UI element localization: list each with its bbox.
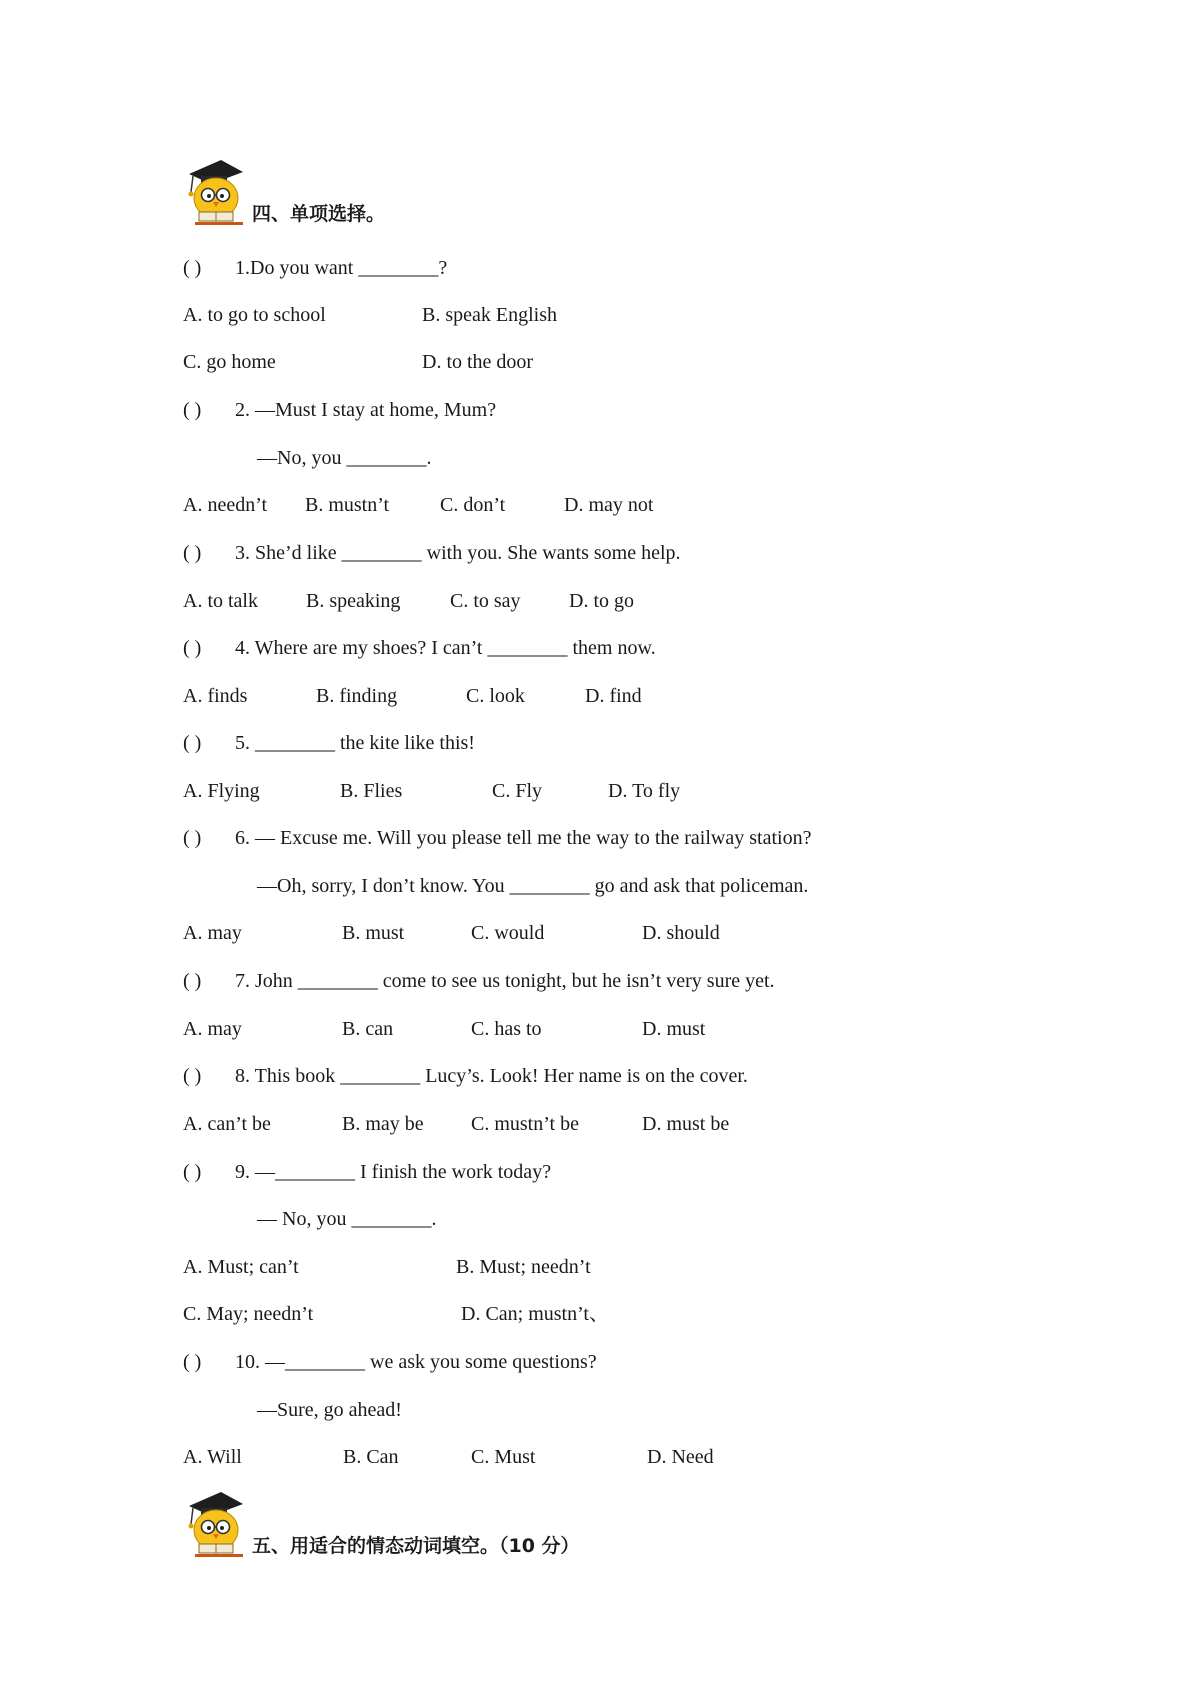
- answer-blank-1[interactable]: ( ): [183, 257, 202, 279]
- question-6-answer-line: —Oh, sorry, I don’t know. You ________ go and ask that policeman.: [257, 875, 809, 897]
- q6-option-d[interactable]: D. should: [642, 922, 720, 944]
- question-8: [183, 1064, 748, 1088]
- q1-option-a[interactable]: A. to go to school: [183, 304, 326, 326]
- question-4-text: 4. Where are my shoes? I can’t ________ them now.: [235, 637, 656, 659]
- question-6-text: 6. — Excuse me. Will you please tell me the way to the railway station?: [235, 827, 812, 849]
- q3-option-d[interactable]: D. to go: [569, 590, 634, 612]
- answer-blank-5[interactable]: ( ): [183, 732, 202, 754]
- answer-blank-4[interactable]: ( ): [183, 637, 202, 659]
- question-1: [183, 256, 447, 280]
- question-8-text: 8. This book ________ Lucy’s. Look! Her name is on the cover.: [235, 1065, 748, 1087]
- q10-option-d[interactable]: D. Need: [647, 1446, 714, 1468]
- q1-option-c[interactable]: C. go home: [183, 351, 276, 373]
- q6-option-a[interactable]: A. may: [183, 922, 242, 944]
- section-5-header: [183, 1484, 883, 1564]
- section-4-header: [183, 152, 883, 232]
- q2-option-d[interactable]: D. may not: [564, 494, 654, 516]
- answer-blank-3[interactable]: ( ): [183, 542, 202, 564]
- question-10-text: 10. —________ we ask you some questions?: [235, 1351, 597, 1373]
- q3-option-b[interactable]: B. speaking: [306, 590, 401, 612]
- q4-option-d[interactable]: D. find: [585, 685, 642, 707]
- q7-option-c[interactable]: C. has to: [471, 1018, 542, 1040]
- q10-option-a[interactable]: A. Will: [183, 1446, 242, 1468]
- question-9-answer-line: — No, you ________.: [257, 1208, 437, 1230]
- q6-option-c[interactable]: C. would: [471, 922, 545, 944]
- question-5-text: 5. ________ the kite like this!: [235, 732, 475, 754]
- q5-option-d[interactable]: D. To fly: [608, 780, 681, 802]
- question-6: [183, 826, 811, 850]
- question-7-text: 7. John ________ come to see us tonight, but he isn’t very sure yet.: [235, 970, 775, 992]
- q4-option-b[interactable]: B. finding: [316, 685, 398, 707]
- section-4-title: 四、单项选择。: [252, 203, 386, 225]
- q8-option-c[interactable]: C. mustn’t be: [471, 1113, 579, 1135]
- question-9: [183, 1160, 551, 1184]
- question-10-answer-line: —Sure, go ahead!: [257, 1399, 402, 1421]
- question-2-text: 2. —Must I stay at home, Mum?: [235, 399, 497, 421]
- q8-option-d[interactable]: D. must be: [642, 1113, 730, 1135]
- q8-option-a[interactable]: A. can’t be: [183, 1113, 271, 1135]
- question-10: [183, 1350, 597, 1374]
- q7-option-b[interactable]: B. can: [342, 1018, 394, 1040]
- q10-option-c[interactable]: C. Must: [471, 1446, 536, 1468]
- section-5-title: 五、用适合的情态动词填空。（10 分）: [252, 1535, 580, 1557]
- question-3-text: 3. She’d like ________ with you. She wants some help.: [235, 542, 681, 564]
- question-2: [183, 398, 496, 422]
- answer-blank-7[interactable]: ( ): [183, 970, 202, 992]
- q1-option-d[interactable]: D. to the door: [422, 351, 534, 373]
- q5-option-a[interactable]: A. Flying: [183, 780, 260, 802]
- q3-option-c[interactable]: C. to say: [450, 590, 521, 612]
- q9-option-c[interactable]: C. May; needn’t: [183, 1303, 314, 1325]
- q7-option-d[interactable]: D. must: [642, 1018, 706, 1040]
- answer-blank-9[interactable]: ( ): [183, 1161, 202, 1183]
- answer-blank-2[interactable]: ( ): [183, 399, 202, 421]
- q10-option-b[interactable]: B. Can: [343, 1446, 399, 1468]
- q8-option-b[interactable]: B. may be: [342, 1113, 424, 1135]
- question-9-text: 9. —________ I finish the work today?: [235, 1161, 552, 1183]
- question-7: [183, 969, 775, 993]
- q9-option-b[interactable]: B. Must; needn’t: [456, 1256, 591, 1278]
- q2-option-c[interactable]: C. don’t: [440, 494, 506, 516]
- q6-option-b[interactable]: B. must: [342, 922, 405, 944]
- q5-option-c[interactable]: C. Fly: [492, 780, 543, 802]
- question-2-answer-line: —No, you ________.: [257, 447, 432, 469]
- answer-blank-10[interactable]: ( ): [183, 1351, 202, 1373]
- question-4: [183, 636, 656, 660]
- q2-option-a[interactable]: A. needn’t: [183, 494, 268, 516]
- question-1-text: 1.Do you want ________?: [235, 257, 448, 279]
- question-3: [183, 541, 681, 565]
- graduate-chick-reading-icon: [183, 1484, 245, 1560]
- graduate-chick-reading-icon: [183, 152, 245, 228]
- q4-option-a[interactable]: A. finds: [183, 685, 248, 707]
- q9-option-d[interactable]: D. Can; mustn’t、: [461, 1303, 609, 1325]
- q4-option-c[interactable]: C. look: [466, 685, 525, 707]
- q3-option-a[interactable]: A. to talk: [183, 590, 258, 612]
- question-5: [183, 731, 475, 755]
- q1-option-b[interactable]: B. speak English: [422, 304, 557, 326]
- answer-blank-6[interactable]: ( ): [183, 827, 202, 849]
- q2-option-b[interactable]: B. mustn’t: [305, 494, 390, 516]
- answer-blank-8[interactable]: ( ): [183, 1065, 202, 1087]
- q9-option-a[interactable]: A. Must; can’t: [183, 1256, 299, 1278]
- q7-option-a[interactable]: A. may: [183, 1018, 242, 1040]
- q5-option-b[interactable]: B. Flies: [340, 780, 403, 802]
